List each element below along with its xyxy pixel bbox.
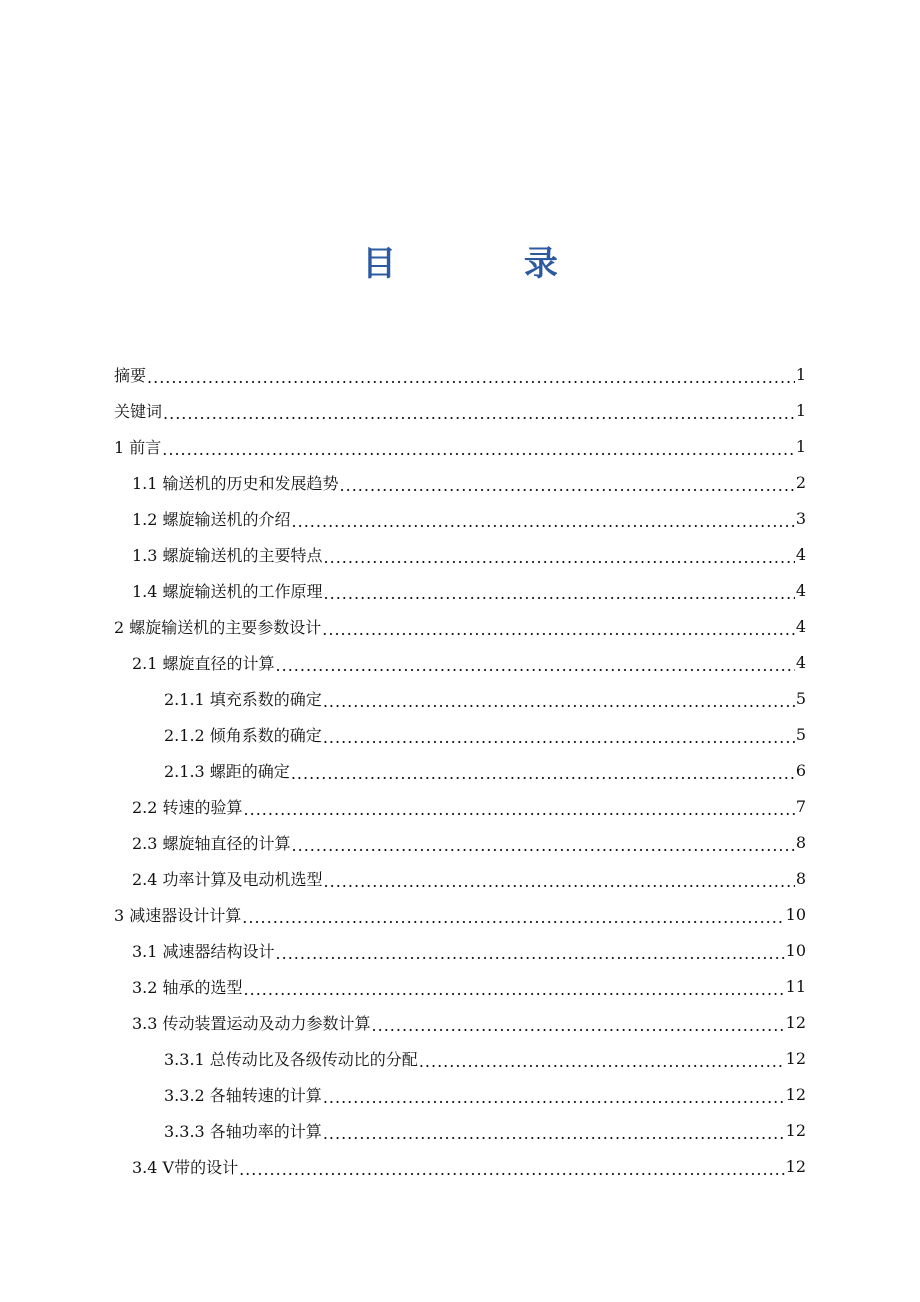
dot-leader [276,656,795,675]
dot-leader [323,1088,785,1107]
toc-entry-label: 摘要 [114,365,147,385]
toc-entry-label: 3 减速器设计计算 [114,905,242,925]
toc-entry[interactable] [114,896,806,932]
toc-entry-page: 3 [795,508,806,528]
toc-entry[interactable] [114,968,806,1004]
toc-entry-label: 2.2 转速的验算 [132,797,243,817]
dot-leader [244,800,795,819]
dot-leader [244,980,785,999]
dot-leader [324,584,795,603]
toc-entry[interactable] [114,860,806,896]
toc-entry-page: 7 [795,796,806,816]
dot-leader [162,440,795,459]
toc-entry[interactable] [114,608,806,644]
toc-entry-page: 1 [795,400,806,420]
toc-entry-page: 4 [795,616,806,636]
toc-entry-page: 5 [795,724,806,744]
toc-entry-page: 1 [795,364,806,384]
dot-leader [163,404,795,423]
toc-entry-label: 2.1 螺旋直径的计算 [132,653,275,673]
toc-entry[interactable] [114,356,806,392]
toc-entry[interactable] [114,752,806,788]
toc-entry[interactable] [114,536,806,572]
toc-entry[interactable] [114,644,806,680]
toc-entry[interactable] [114,824,806,860]
toc-entry-page: 4 [795,544,806,564]
dot-leader [323,692,795,711]
dot-leader [291,764,795,783]
dot-leader [239,1160,785,1179]
toc-entry-page: 4 [795,580,806,600]
toc-entry[interactable] [114,1004,806,1040]
dot-leader [147,368,795,387]
toc-entry-page: 10 [785,904,806,924]
toc-entry-page: 10 [785,940,806,960]
toc-entry-label: 2.1.3 螺距的确定 [164,761,290,781]
toc-entry-label: 3.2 轴承的选型 [132,977,243,997]
toc-entry-page: 1 [795,436,806,456]
dot-leader [292,836,795,855]
toc-entry-label: 2.1.1 填充系数的确定 [164,689,322,709]
dot-leader [323,728,795,747]
toc-entry[interactable] [114,392,806,428]
dot-leader [242,908,784,927]
toc-entry-label: 关键词 [114,401,163,421]
toc-entry-page: 2 [795,472,806,492]
toc-entry-page: 12 [785,1012,806,1032]
toc-entry[interactable] [114,716,806,752]
dot-leader [322,620,795,639]
dot-leader [324,548,795,567]
toc-entry-page: 12 [785,1156,806,1176]
toc-entry-label: 3.4 V带的设计 [132,1157,239,1177]
toc-entry[interactable] [114,572,806,608]
toc-entry-label: 2 螺旋输送机的主要参数设计 [114,617,322,637]
toc-entry-label: 2.4 功率计算及电动机选型 [132,869,323,889]
toc-entry-page: 5 [795,688,806,708]
toc-entry[interactable] [114,680,806,716]
toc-entry-page: 11 [785,976,806,996]
toc-entry-label: 2.1.2 倾角系数的确定 [164,725,322,745]
toc-entry[interactable] [114,428,806,464]
dot-leader [340,476,795,495]
dot-leader [372,1016,785,1035]
toc-entry-page: 12 [785,1048,806,1068]
page-title: 目 录 [362,244,616,284]
toc-entry[interactable] [114,1076,806,1112]
dot-leader [292,512,795,531]
dot-leader [276,944,785,963]
toc-entry-label: 1.3 螺旋输送机的主要特点 [132,545,323,565]
toc-entry-page: 12 [785,1084,806,1104]
toc-entry-label: 1 前言 [114,437,162,457]
toc-entry-label: 1.4 螺旋输送机的工作原理 [132,581,323,601]
toc-entry-page: 8 [795,868,806,888]
toc-entry-page: 8 [795,832,806,852]
toc-entry-label: 3.3.3 各轴功率的计算 [164,1121,322,1141]
dot-leader [323,1124,785,1143]
toc-entry[interactable] [114,788,806,824]
toc-entry-label: 3.1 减速器结构设计 [132,941,275,961]
toc-entry[interactable] [114,1040,806,1076]
toc-entry-label: 1.2 螺旋输送机的介绍 [132,509,291,529]
toc-entry-page: 6 [795,760,806,780]
toc-entry[interactable] [114,1148,806,1184]
toc-entry[interactable] [114,932,806,968]
toc-entry[interactable] [114,464,806,500]
toc-entry-page: 4 [795,652,806,672]
toc-entry-label: 3.3.1 总传动比及各级传动比的分配 [164,1049,418,1069]
toc-entry-label: 1.1 输送机的历史和发展趋势 [132,473,339,493]
table-of-contents [114,356,806,1184]
toc-entry-label: 2.3 螺旋轴直径的计算 [132,833,291,853]
toc-entry-label: 3.3 传动装置运动及动力参数计算 [132,1013,371,1033]
toc-entry[interactable] [114,500,806,536]
toc-entry-page: 12 [785,1120,806,1140]
toc-entry[interactable] [114,1112,806,1148]
dot-leader [419,1052,785,1071]
dot-leader [324,872,795,891]
toc-entry-label: 3.3.2 各轴转速的计算 [164,1085,322,1105]
